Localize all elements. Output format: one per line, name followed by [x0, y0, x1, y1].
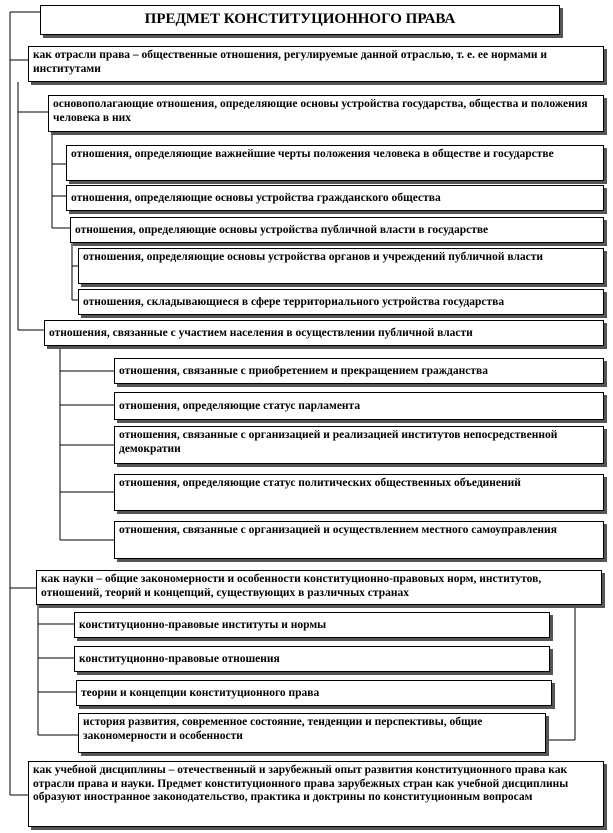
participation-item-parliament: отношения, определяющие статус парламента	[114, 392, 604, 420]
fundamental-item-civil-society: отношения, определяющие основы устройства гражданского общества	[66, 185, 604, 211]
public-power-item-territorial: отношения, складывающиеся в сфере территориального устройства государства	[78, 289, 604, 315]
participation-item-citizenship: отношения, связанные с приобретением и прекращением гражданства	[114, 358, 604, 384]
fundamental-item-human-status: отношения, определяющие важнейшие черты положения человека в обществе и государстве	[66, 145, 604, 181]
science-item-theories: теории и концепции конституционного права	[76, 680, 552, 706]
science-item-history: история развития, современное состояние, тенденции и перспективы, общие закономерности и особенности	[78, 713, 546, 753]
fundamental-item-public-power: отношения, определяющие основы устройства публичной власти в государстве	[70, 217, 604, 243]
participation-item-direct-democracy: отношения, связанные с организацией и реализацией институтов непосредственной демократии	[114, 426, 604, 464]
diagram-title: ПРЕДМЕТ КОНСТИТУЦИОННОГО ПРАВА	[40, 5, 560, 35]
participation-box: отношения, связанные с участием населения в осуществлении публичной власти	[44, 320, 604, 346]
public-power-item-organs: отношения, определяющие основы устройства органов и учреждений публичной власти	[78, 248, 604, 284]
fundamental-box: основополагающие отношения, определяющие основы устройства государства, общества и положения человека в них	[48, 95, 604, 132]
participation-item-local-government: отношения, связанные с организацией и осуществлением местного самоуправления	[114, 521, 604, 559]
science-item-relations: конституционно-правовые отношения	[74, 646, 550, 672]
science-box: как науки – общие закономерности и особенности конституционно-правовых норм, институтов, отношений, теорий и концепций, существующих в различных странах	[36, 570, 602, 605]
science-item-institutions: конституционно-правовые институты и нормы	[74, 612, 550, 638]
discipline-box: как учебной дисциплины – отечественный и зарубежный опыт развития конституционного права как отрасли права и науки. Предмет конституционного права зарубежных стран как учебной дисциплины образуют иностранное законодательство, практика и доктрины по конституционным вопросам	[28, 761, 604, 827]
branch-box: как отрасли права – общественные отношения, регулируемые данной отраслью, т. е. ее нормами и институтами	[28, 46, 604, 82]
participation-item-political-associations: отношения, определяющие статус политических общественных объединений	[114, 474, 604, 511]
